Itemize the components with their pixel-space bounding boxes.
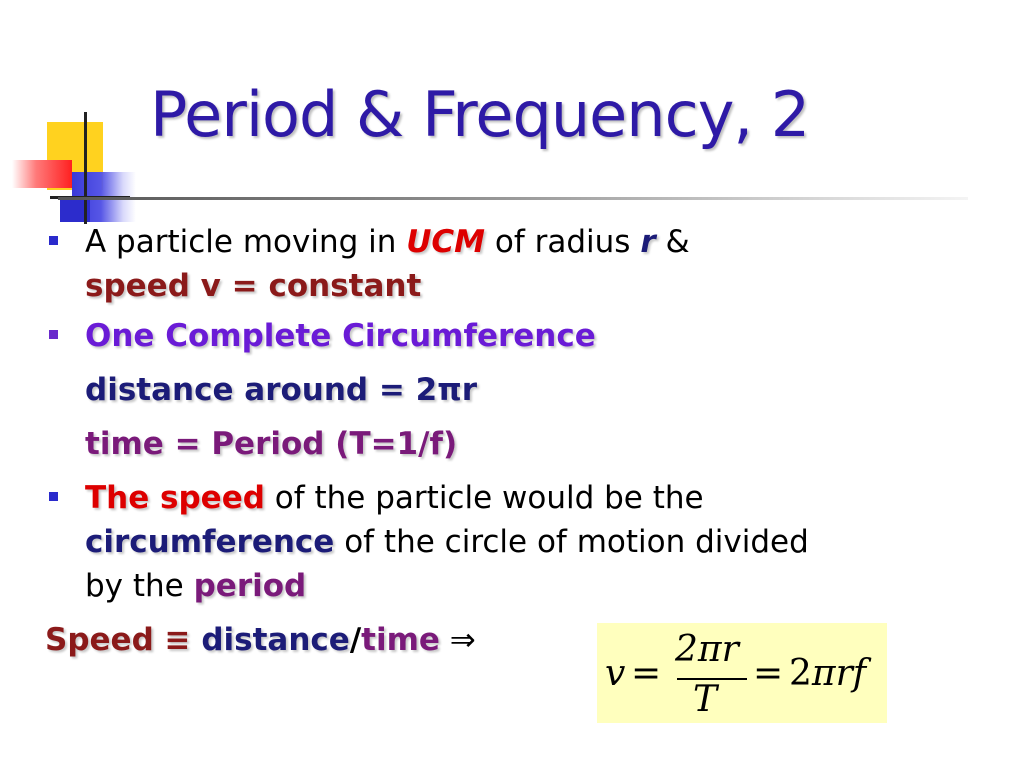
bullet-marker xyxy=(49,236,58,245)
fraction-numerator xyxy=(675,629,739,670)
velocity-symbol: v xyxy=(605,653,626,694)
bullet-marker xyxy=(49,330,58,339)
bullet-text: & xyxy=(655,224,690,260)
distance-line xyxy=(45,368,985,412)
fraction-denominator: T xyxy=(693,679,718,720)
speed-term: The speed xyxy=(85,480,265,516)
bullet-speed xyxy=(45,476,985,608)
slide-title: Period & Frequency, 2 xyxy=(150,78,810,151)
rhs-variables: πrf xyxy=(811,653,867,694)
ucm-term: UCM xyxy=(406,224,486,260)
speed-constant-text: speed v = constant xyxy=(85,268,422,304)
time-label: time xyxy=(361,622,440,658)
distance-label: distance xyxy=(201,622,350,658)
title-underline xyxy=(58,197,968,200)
speed-definition xyxy=(45,622,476,658)
speed-label: Speed ≡ xyxy=(45,622,202,658)
bullet-marker xyxy=(49,492,58,501)
numerator-text: 2πr xyxy=(675,629,739,670)
vertical-rule xyxy=(84,112,87,224)
bullet-text: A particle moving in xyxy=(85,224,407,260)
distance-text: distance around = 2πr xyxy=(85,372,478,408)
equals-sign: = xyxy=(631,653,662,694)
period-term: period xyxy=(193,568,307,604)
bullet-text: of the circle of motion divided xyxy=(334,524,809,560)
circumference-term: circumference xyxy=(85,524,335,560)
bullet-ucm xyxy=(45,220,985,308)
circumference-heading: One Complete Circumference xyxy=(85,318,596,354)
rhs-coefficient: 2 xyxy=(789,653,812,694)
time-line xyxy=(45,422,985,466)
time-text: time = Period (T=1/f) xyxy=(85,426,458,462)
equals-sign: = xyxy=(753,653,784,694)
slide-body xyxy=(45,220,985,608)
bullet-text: of radius xyxy=(485,224,641,260)
bullet-text: of the particle would be the xyxy=(264,480,704,516)
bullet-text: by the xyxy=(85,568,194,604)
radius-symbol: r xyxy=(640,224,656,260)
red-square xyxy=(12,160,72,188)
slash: / xyxy=(349,622,362,658)
corner-decoration xyxy=(0,100,140,230)
formula-rhs xyxy=(789,653,866,694)
speed-formula xyxy=(597,623,887,723)
bullet-circumference xyxy=(45,314,985,358)
implies-arrow: ⇒ xyxy=(439,622,476,658)
